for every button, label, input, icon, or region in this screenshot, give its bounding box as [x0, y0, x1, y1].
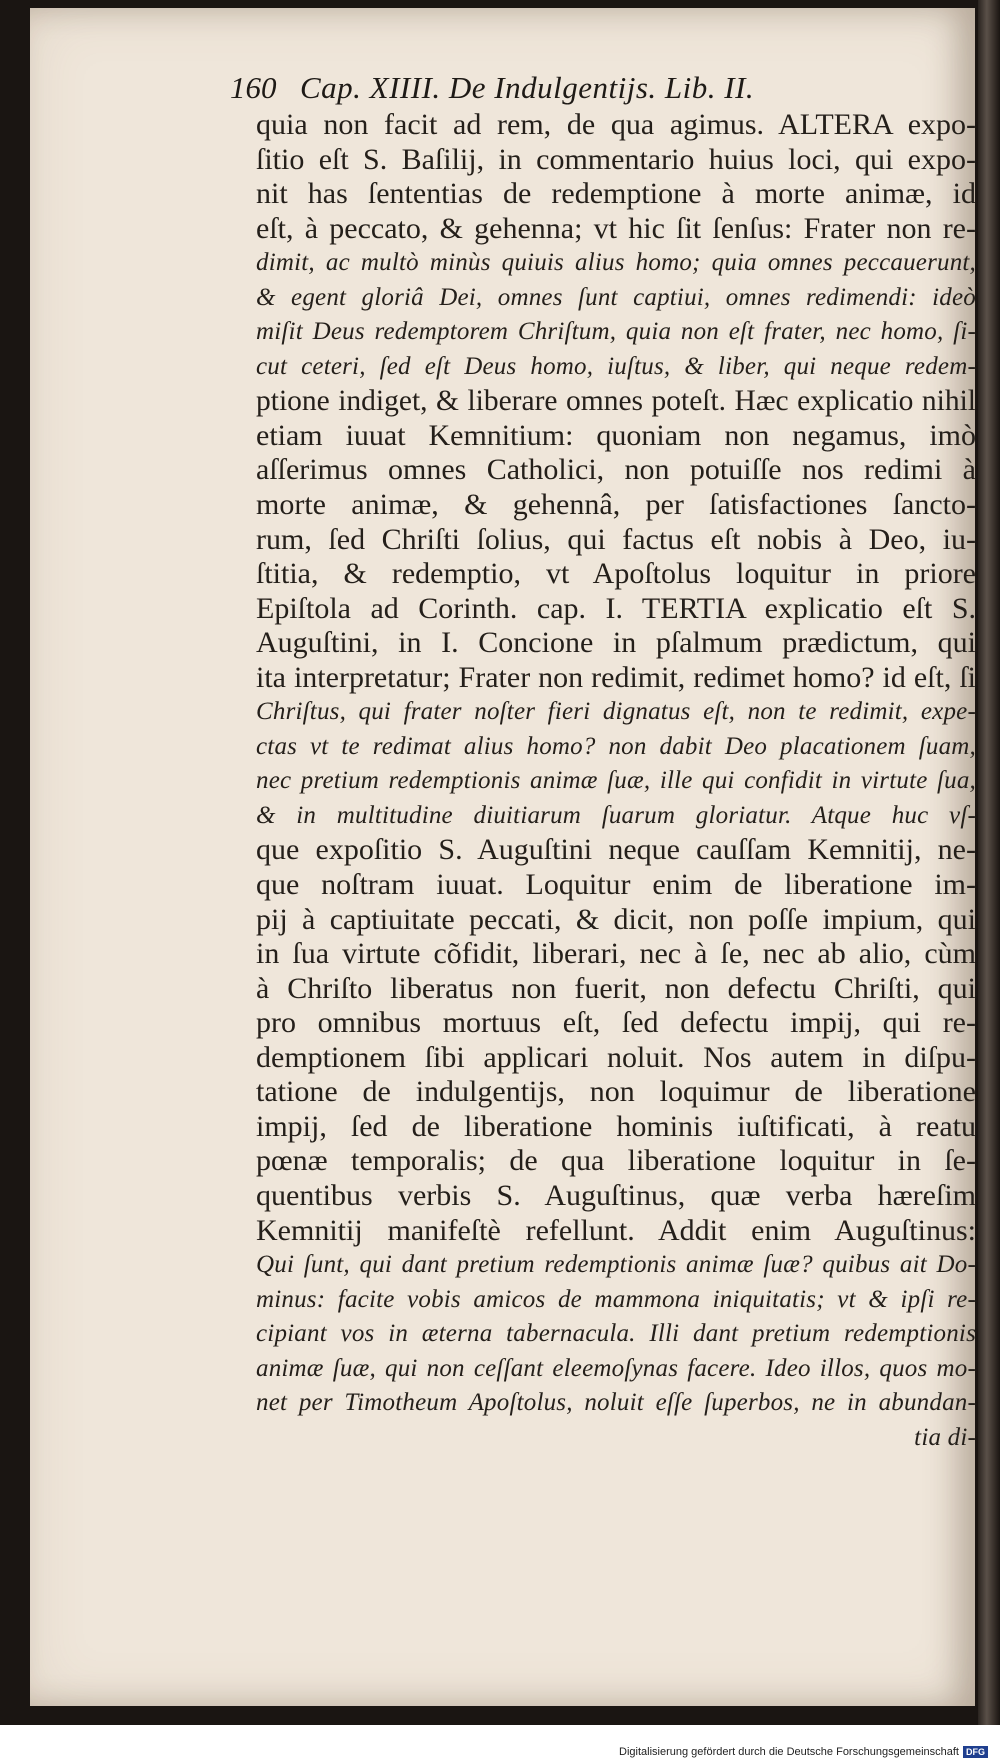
text-line: quentibus verbis S. Auguſtinus, quæ verba hæreſim: [256, 1178, 976, 1212]
text-line: etiam iuuat Kemnitium: quoniam non negamus, imò: [256, 418, 976, 452]
text-line: ctas vt te redimat alius homo? non dabit Deo placationem ſuam,: [256, 732, 976, 760]
text-line: impij, ſed de liberatione hominis iuſtificati, à reatu: [256, 1109, 976, 1143]
text-line: in ſua virtute cõfidit, liberari, nec à ſe, nec ab alio, cùm: [256, 937, 976, 971]
text-line: dimit, ac multò minùs quiuis alius homo; quia omnes peccauerunt,: [256, 249, 976, 277]
book-edge: [978, 0, 1000, 1725]
credit-text: Digitalisierung gefördert durch die Deutsche Forschungsgemeinschaft: [619, 1746, 959, 1758]
text-line: nec pretium redemptionis animæ ſuæ, ille qui confidit in virtute ſua,: [256, 767, 976, 795]
text-line: ſitio eſt S. Baſilij, in commentario huius loci, qui expo-: [256, 142, 976, 176]
dfg-logo: DFG: [963, 1746, 988, 1758]
text-line: tatione de indulgentijs, non loquimur de liberatione: [256, 1075, 976, 1109]
text-line: ſtitia, & redemptio, vt Apoſtolus loquitur in priore: [256, 557, 976, 591]
text-line: net per Timotheum Apoſtolus, noluit eſſe ſuperbos, ne in abundan-: [256, 1389, 976, 1417]
page-number: 160: [230, 70, 277, 105]
text-line: nit has ſententias de redemptione à morte animæ, id: [256, 177, 976, 211]
text-line: cut ceteri, ſed eſt Deus homo, iuſtus, & liber, qui neque redem-: [256, 352, 976, 380]
text-line: miſit Deus redemptorem Chriſtum, quia non eſt frater, nec homo, ſi-: [256, 318, 976, 346]
text-line: Epiſtola ad Corinth. cap. I. TERTIA explicatio eſt S.: [256, 591, 976, 625]
text-line: tia di-: [914, 1423, 976, 1451]
text-line: & egent gloriâ Dei, omnes ſunt captiui, omnes redimendi: ideò: [256, 283, 976, 311]
footer-credit: [619, 1746, 988, 1758]
text-line: ita interpretatur; Frater non redimit, redimet homo? id eſt, ſi: [256, 660, 976, 694]
text-line: ptione indiget, & liberare omnes poteſt. Hæc explicatio nihil: [256, 385, 976, 418]
text-block: [256, 108, 976, 1455]
text-line: Kemnitij manifeſtè refellunt. Addit enim Auguſtinus:: [256, 1213, 976, 1247]
text-line: minus: facite vobis amicos de mammona iniquitatis; vt & ipſi re-: [256, 1285, 976, 1313]
text-line: que noſtram iuuat. Loquitur enim de liberatione im-: [256, 868, 976, 902]
text-line: demptionem ſibi applicari noluit. Nos autem in diſpu-: [256, 1040, 976, 1074]
text-line: animæ ſuæ, qui non ceſſant eleemoſynas facere. Ideo illos, quos mo-: [256, 1354, 976, 1382]
text-line: pœnæ temporalis; de qua liberatione loquitur in ſe-: [256, 1144, 976, 1178]
text-line: Qui ſunt, qui dant pretium redemptionis animæ ſuæ? quibus ait Do-: [256, 1251, 976, 1279]
text-line: quia non facit ad rem, de qua agimus. ALTERA expo-: [256, 108, 976, 141]
text-line: morte animæ, & gehennâ, per ſatisfactiones ſancto-: [256, 488, 976, 522]
text-line: aſſerimus omnes Catholici, non potuiſſe nos redimi à: [256, 453, 976, 487]
text-line: cipiant vos in æterna tabernacula. Illi dant pretium redemptionis: [256, 1320, 976, 1348]
text-line: pro omnibus mortuus eſt, ſed defectu impij, qui re-: [256, 1006, 976, 1040]
text-line: Chriſtus, qui frater noſter fieri dignatus eſt, non te redimit, expe-: [256, 698, 976, 726]
text-line: eſt, à peccato, & gehenna; vt hic ſit ſenſus: Frater non re-: [256, 211, 976, 245]
running-header: [230, 70, 900, 106]
text-line: pij à captiuitate peccati, & dicit, non poſſe impium, qui: [256, 902, 976, 936]
text-line: à Chriſto liberatus non fuerit, non defectu Chriſti, qui: [256, 971, 976, 1005]
text-line: rum, ſed Chriſti ſolius, qui factus eſt nobis à Deo, iu-: [256, 522, 976, 556]
text-line: Auguſtini, in I. Concione in pſalmum prædictum, qui: [256, 626, 976, 660]
text-line: que expoſitio S. Auguſtini neque cauſſam Kemnitij, ne-: [256, 833, 976, 867]
text-line: & in multitudine diuitiarum ſuarum gloriatur. Atque huc vſ-: [256, 801, 976, 829]
running-title: Cap. XIIII. De Indulgentijs. Lib. II.: [300, 70, 755, 105]
